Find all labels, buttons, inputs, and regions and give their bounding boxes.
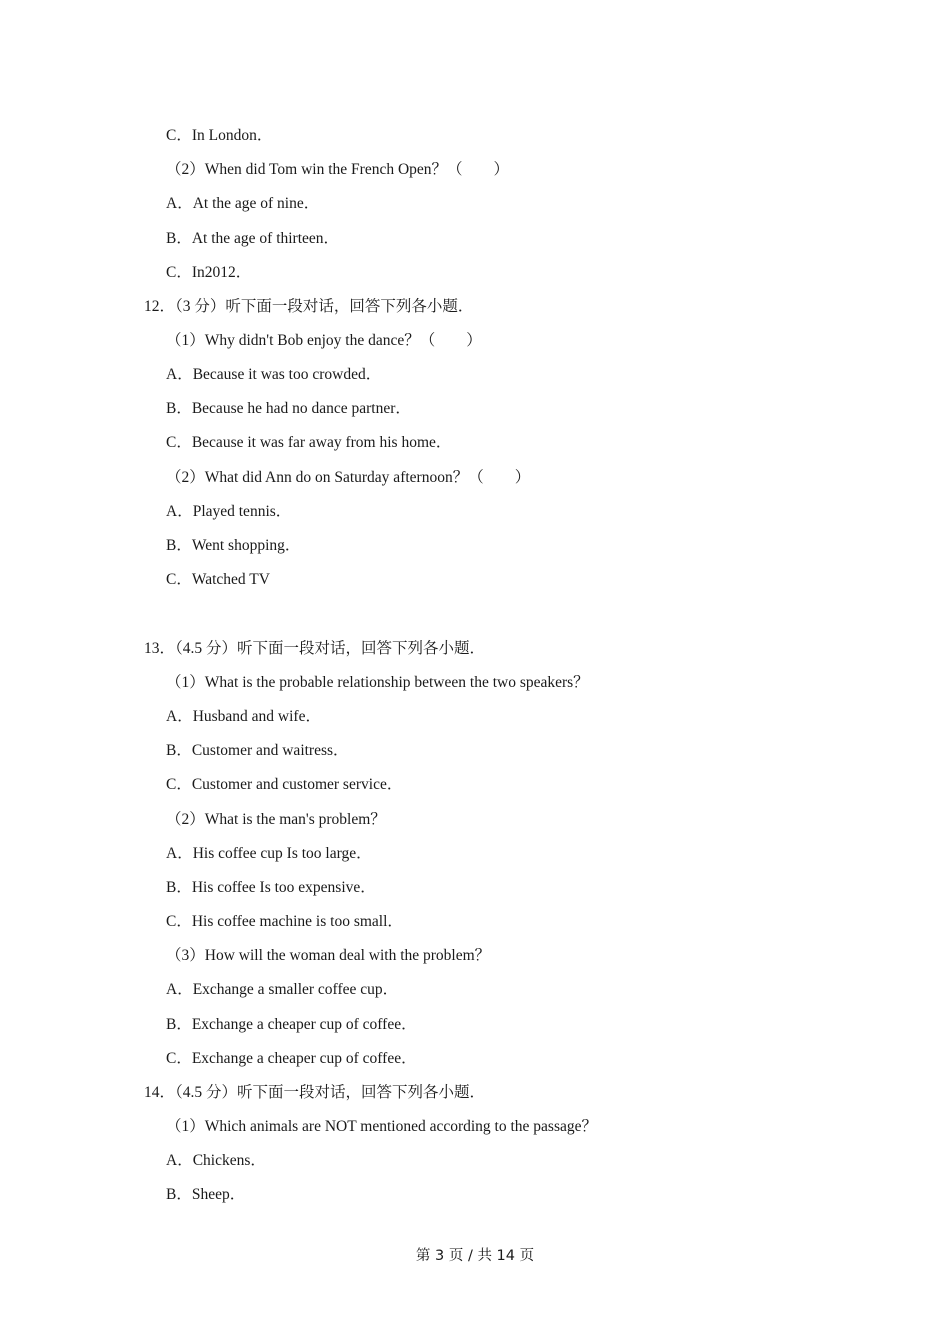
option-b: B．At the age of thirteen．: [166, 230, 340, 247]
option-b: B．Exchange a cheaper cup of coffee．: [166, 1016, 417, 1033]
question-14-heading: 14．（4.5 分）听下面一段对话，回答下列各小题．: [144, 1084, 486, 1101]
option-b: B．Because he had no dance partner．: [166, 400, 411, 417]
option-b: B．Customer and waitress．: [166, 742, 349, 759]
sub-question: （1）Why didn't Bob enjoy the dance？（ ）: [166, 332, 482, 349]
sub-question: （2）What did Ann do on Saturday afternoon？（ ）: [166, 469, 531, 486]
sub-question: （2）When did Tom win the French Open？（ ）: [166, 161, 510, 178]
option-a: A．Played tennis．: [166, 503, 292, 520]
option-a: A．At the age of nine．: [166, 195, 320, 212]
option-b: B．Went shopping．: [166, 537, 301, 554]
option-c: C．Because it was far away from his home．: [166, 434, 452, 451]
option-c: C．Watched TV: [166, 571, 270, 588]
option-b: B．His coffee Is too expensive．: [166, 879, 376, 896]
option-a: A．Because it was too crowded．: [166, 366, 382, 383]
sub-question: （2）What is the man's problem？: [166, 811, 386, 828]
option-c: C．Customer and customer service．: [166, 776, 403, 793]
option-b: B．Sheep．: [166, 1186, 246, 1203]
question-13-heading: 13．（4.5 分）听下面一段对话，回答下列各小题．: [144, 640, 486, 657]
sub-question: （1）Which animals are NOT mentioned according to the passage？: [166, 1118, 598, 1135]
option-c: C．In London．: [166, 127, 273, 144]
option-c: C．His coffee machine is too small．: [166, 913, 403, 930]
sub-question: （3）How will the woman deal with the problem？: [166, 947, 491, 964]
option-c: C．In2012．: [166, 264, 252, 281]
option-c: C．Exchange a cheaper cup of coffee．: [166, 1050, 417, 1067]
question-12-heading: 12．（3 分）听下面一段对话，回答下列各小题．: [144, 298, 474, 315]
sub-question: （1）What is the probable relationship between the two speakers？: [166, 674, 589, 691]
option-a: A．Chickens．: [166, 1152, 266, 1169]
option-a: A．His coffee cup Is too large．: [166, 845, 372, 862]
option-a: A．Husband and wife．: [166, 708, 321, 725]
option-a: A．Exchange a smaller coffee cup．: [166, 981, 399, 998]
page-footer: 第 3 页 / 共 14 页: [415, 1248, 535, 1264]
